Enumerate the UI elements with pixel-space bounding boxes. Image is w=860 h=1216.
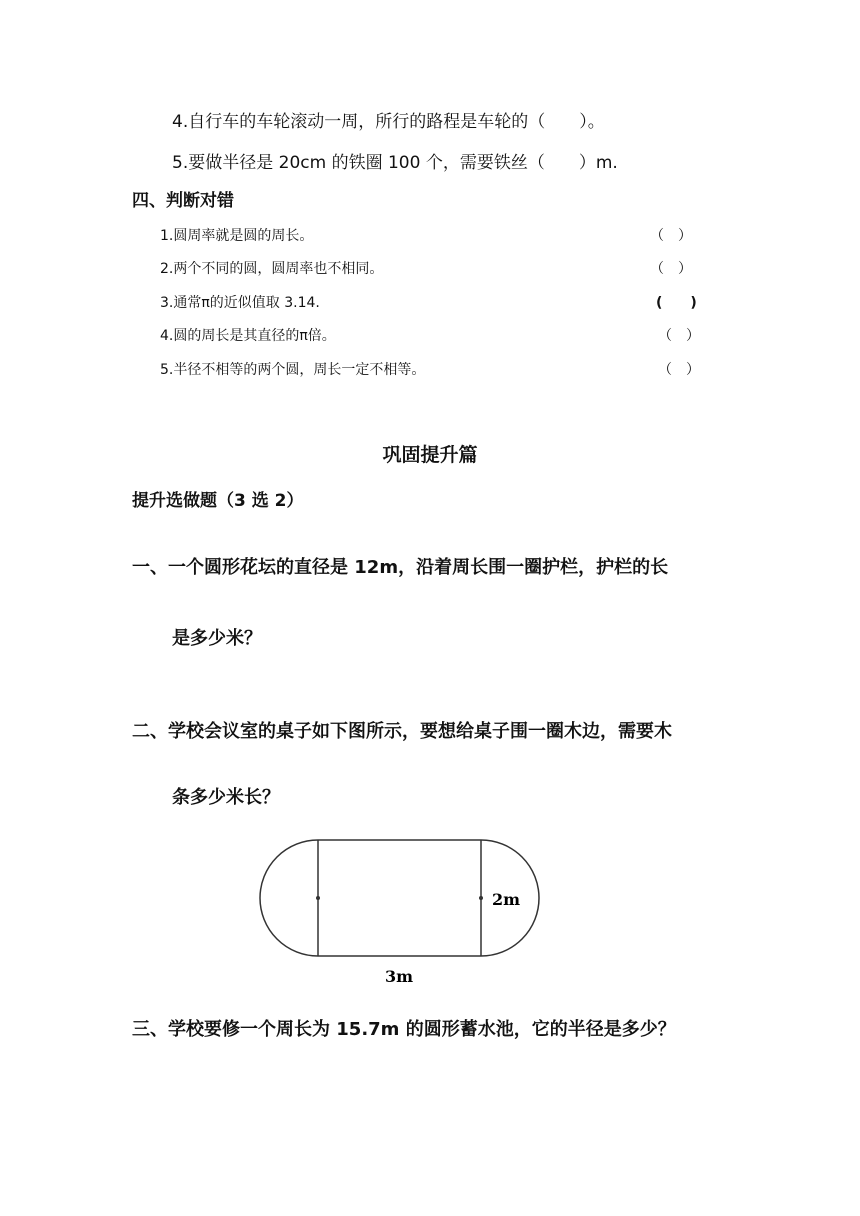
consolidation-title: 巩固提升篇: [382, 444, 478, 466]
problem-3: 三、学校要修一个周长为 15.7m 的圆形蓄水池，它的半径是多少？: [132, 1019, 676, 1040]
problem-1-line-2: 是多少米？: [172, 628, 262, 649]
judge-answer-paren-3: ( ): [656, 295, 697, 311]
problem-2-line-1: 二、学校会议室的桌子如下图所示，要想给桌子围一圈木边，需要木: [132, 721, 672, 742]
judge-item-2: 2.两个不同的圆，圆周率也不相同。: [160, 261, 384, 277]
optional-questions-subtitle: 提升选做题（3 选 2）: [132, 491, 304, 511]
judge-item-3: 3.通常π的近似值取 3.14.: [160, 295, 320, 311]
table-shape-figure: [252, 832, 552, 992]
judge-item-4: 4.圆的周长是其直径的π倍。: [160, 328, 336, 344]
judge-item-5: 5.半径不相等的两个圆，周长一定不相等。: [160, 362, 426, 378]
table-width-label: 2m: [492, 890, 521, 909]
judge-answer-paren-1: （ ）: [650, 228, 692, 244]
problem-2-line-2: 条多少米长？: [172, 787, 280, 808]
judge-section-heading: 四、判断对错: [132, 191, 234, 211]
fill-in-question-4: 4.自行车的车轮滚动一周，所行的路程是车轮的（ ）。: [172, 112, 605, 132]
right-center-dot: [479, 896, 483, 900]
table-length-label: 3m: [385, 967, 414, 986]
judge-answer-paren-5: （ ）: [658, 362, 700, 378]
judge-answer-paren-2: （ ）: [650, 261, 692, 277]
problem-1-line-1: 一、一个圆形花坛的直径是 12m，沿着周长围一圈护栏，护栏的长: [132, 557, 669, 578]
left-center-dot: [316, 896, 320, 900]
judge-answer-paren-4: （ ）: [658, 328, 700, 344]
fill-in-question-5: 5.要做半径是 20cm 的铁圈 100 个，需要铁丝（ ）m.: [172, 153, 618, 173]
judge-item-1: 1.圆周率就是圆的周长。: [160, 228, 314, 244]
